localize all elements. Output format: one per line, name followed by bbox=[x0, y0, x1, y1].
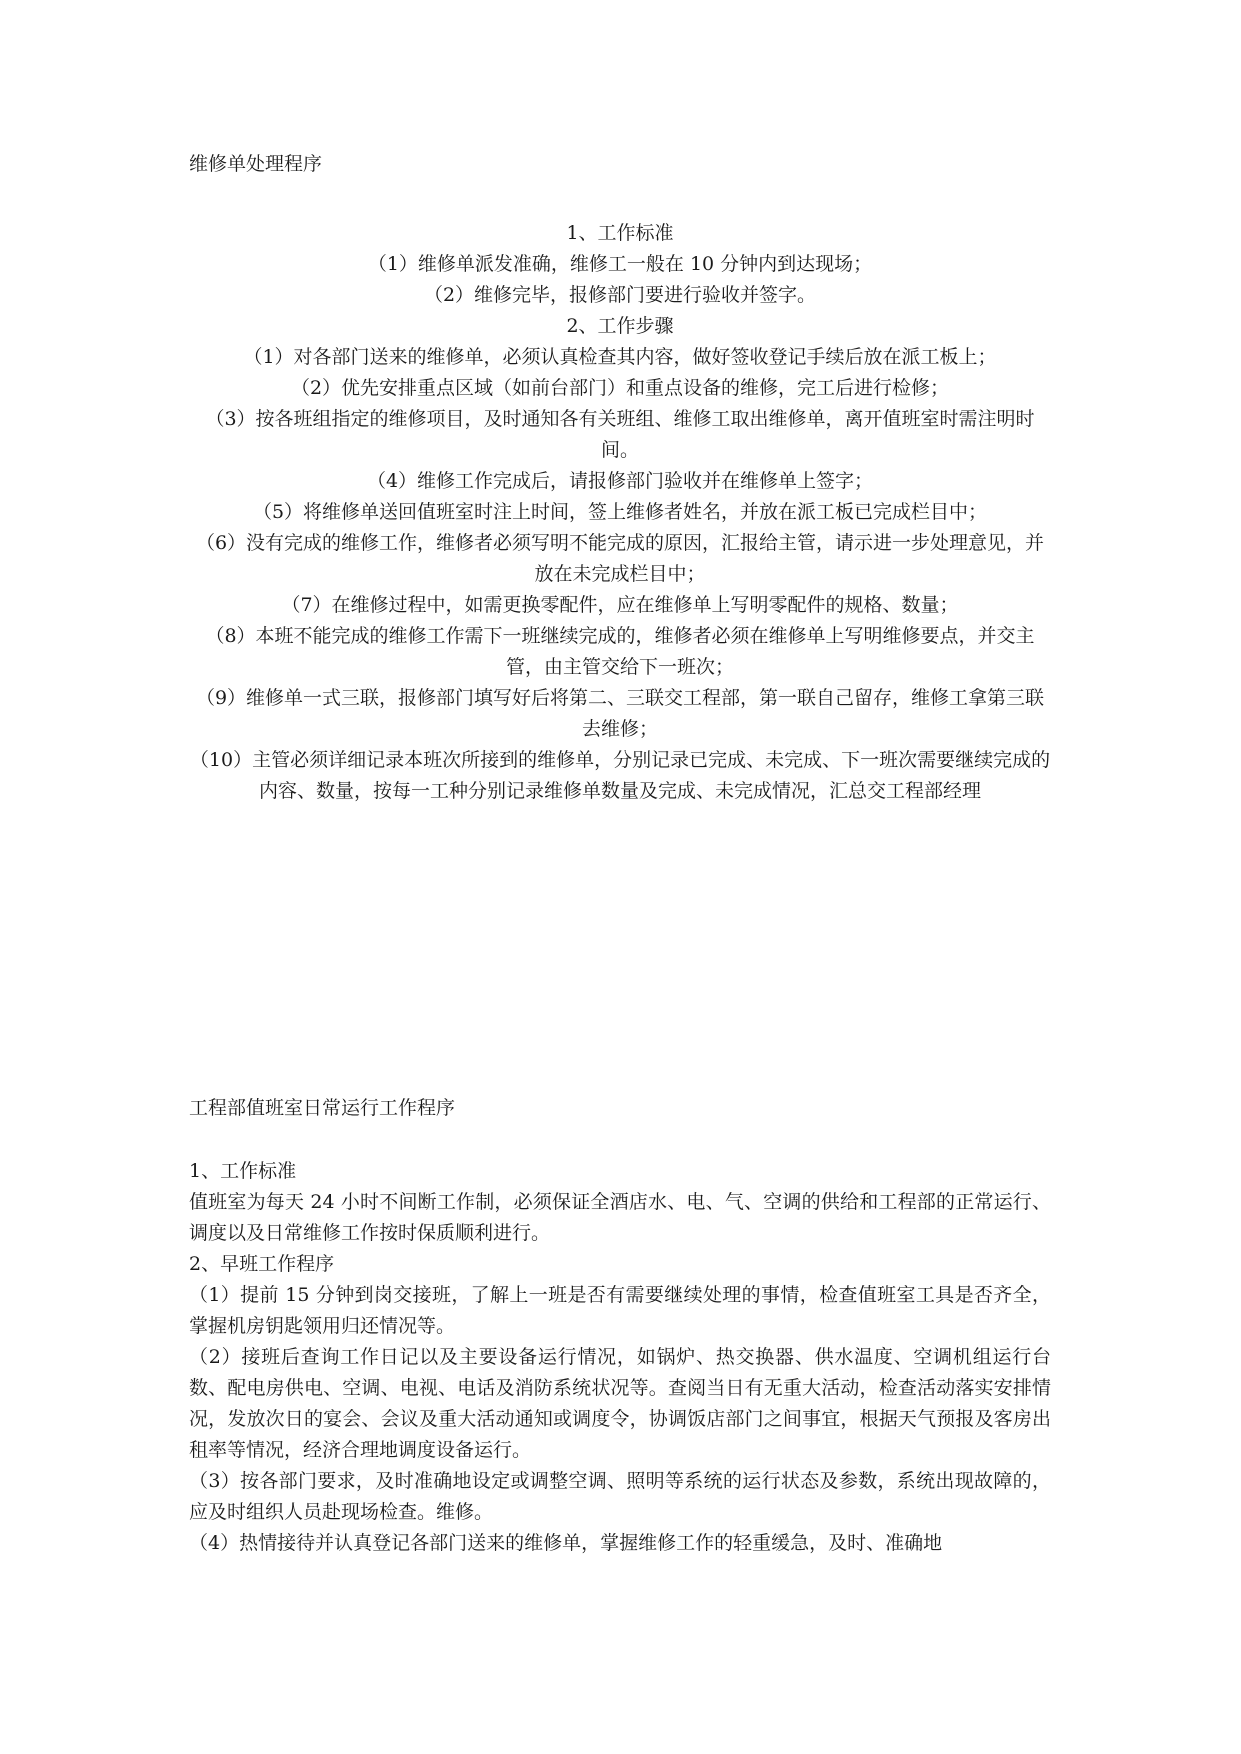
body-line: 2、工作步骤 bbox=[566, 315, 674, 337]
body-line: （4）热情接待并认真登记各部门送来的维修单，掌握维修工作的轻重缓急，及时、准确地 bbox=[189, 1532, 943, 1554]
body-line: （10）主管必须详细记录本班次所接到的维修单，分别记录已完成、未完成、下一班次需要继续完成的内容、数量，按每一工种分别记录维修单数量及完成、未完成情况，汇总交工程部经理 bbox=[189, 749, 1051, 802]
body-line: （7）在维修过程中，如需更换零配件，应在维修单上写明零配件的规格、数量； bbox=[281, 594, 959, 616]
body-line: （8）本班不能完成的维修工作需下一班继续完成的，维修者必须在维修单上写明维修要点，并交主管，由主管交给下一班次； bbox=[205, 625, 1035, 678]
section-title-repair-order: 维修单处理程序 bbox=[189, 153, 323, 175]
body-line: （1）对各部门送来的维修单，必须认真检查其内容，做好签收登记手续后放在派工板上； bbox=[243, 346, 997, 368]
body-line: 1、工作标准 bbox=[566, 222, 674, 244]
body-line: （4）维修工作完成后，请报修部门验收并在维修单上签字； bbox=[366, 470, 874, 492]
body-line: （9）维修单一式三联，报修部门填写好后将第二、三联交工程部，第一联自己留存，维修工拿第三联去维修； bbox=[195, 687, 1045, 740]
repair-order-body bbox=[189, 218, 1051, 807]
body-line: （1）维修单派发准确，维修工一般在 10 分钟内到达现场； bbox=[367, 253, 873, 275]
body-line: （2）接班后查询工作日记以及主要设备运行情况，如锅炉、热交换器、供水温度、空调机组运行台数、配电房供电、空调、电视、电话及消防系统状况等。查阅当日有无重大活动，检查活动落实安排情况，发放次日的宴会、会议及重大活动通知或调度令，协调饭店部门之间事宜，根据天气预报及客房出租率等情况，经济合理地调度设备运行。 bbox=[189, 1346, 1051, 1461]
body-line: （6）没有完成的维修工作，维修者必须写明不能完成的原因，汇报给主管，请示进一步处理意见，并放在未完成栏目中； bbox=[195, 532, 1045, 585]
body-line: （3）按各部门要求，及时准确地设定或调整空调、照明等系统的运行状态及参数，系统出现故障的，应及时组织人员赴现场检查。维修。 bbox=[189, 1470, 1051, 1523]
body-line: （2）维修完毕，报修部门要进行验收并签字。 bbox=[423, 284, 817, 306]
body-line: （1）提前 15 分钟到岗交接班，了解上一班是否有需要继续处理的事情，检查值班室工具是否齐全，掌握机房钥匙领用归还情况等。 bbox=[189, 1284, 1051, 1337]
duty-room-body bbox=[189, 1156, 1051, 1559]
body-line: （3）按各班组指定的维修项目，及时通知各有关班组、维修工取出维修单，离开值班室时需注明时间。 bbox=[205, 408, 1035, 461]
body-line: 值班室为每天 24 小时不间断工作制，必须保证全酒店水、电、气、空调的供给和工程部的正常运行、调度以及日常维修工作按时保质顺利进行。 bbox=[189, 1191, 1051, 1244]
body-line: 1、工作标准 bbox=[189, 1160, 297, 1182]
body-line: （2）优先安排重点区域（如前台部门）和重点设备的维修，完工后进行检修； bbox=[290, 377, 950, 399]
section-title-duty-room: 工程部值班室日常运行工作程序 bbox=[189, 1097, 456, 1119]
body-line: 2、早班工作程序 bbox=[189, 1253, 335, 1275]
body-line: （5）将维修单送回值班室时注上时间，签上维修者姓名，并放在派工板已完成栏目中； bbox=[252, 501, 988, 523]
